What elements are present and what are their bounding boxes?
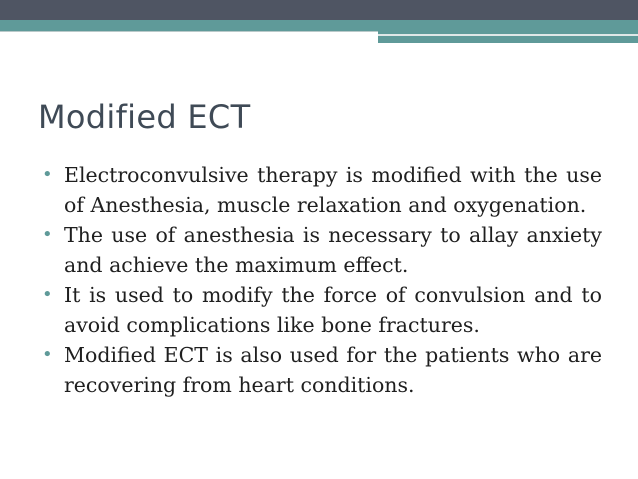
header-accent-line [378, 34, 638, 36]
header-band-dark [0, 0, 638, 20]
slide-title: Modified ECT [38, 98, 251, 136]
bullet-dot-icon: • [42, 344, 53, 365]
bullet-text: The use of anesthesia is necessary to allay anxiety and achieve the maximum effect. [64, 223, 602, 277]
bullet-text: Electroconvulsive therapy is modified with the use of Anesthesia, muscle relaxation and oxygenation. [64, 163, 602, 217]
bullet-item [42, 340, 602, 400]
bullet-text: It is used to modify the force of convulsion and to avoid complications like bone fractures. [64, 283, 602, 337]
bullet-dot-icon: • [42, 224, 53, 245]
bullet-item [42, 160, 602, 220]
bullet-dot-icon: • [42, 164, 53, 185]
bullet-list [42, 160, 602, 400]
bullet-dot-icon: • [42, 284, 53, 305]
bullet-text: Modified ECT is also used for the patients who are recovering from heart conditions. [64, 343, 602, 397]
bullet-item [42, 280, 602, 340]
bullet-item [42, 220, 602, 280]
